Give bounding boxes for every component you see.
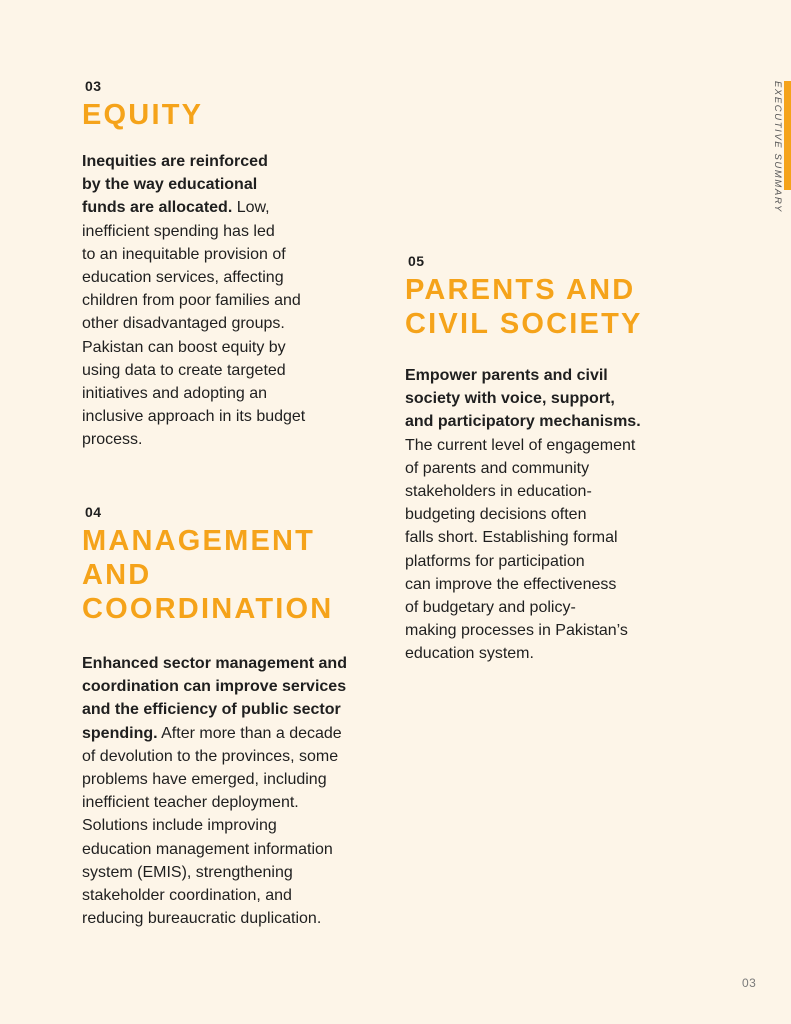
title-line: PARENTS AND <box>405 274 636 306</box>
lead-line: Inequities are reinforced <box>82 153 268 170</box>
title-line: EQUITY <box>82 99 204 131</box>
body-line: of budgetary and policy- <box>405 599 576 617</box>
body-line: making processes in Pakistan’s <box>405 622 628 640</box>
section-equity <box>82 78 342 452</box>
title-line: AND <box>82 559 152 591</box>
lead-line: spending. <box>82 724 158 742</box>
title-line: MANAGEMENT <box>82 525 316 557</box>
lead-line: by the way educational <box>82 176 258 194</box>
body-line: reducing bureaucratic duplication. <box>82 910 322 928</box>
body-line: The current level of engagement <box>405 436 636 454</box>
lead-line-mixed <box>82 722 372 745</box>
body-line: problems have emerged, including <box>82 771 327 789</box>
body-line: other disadvantaged groups. <box>82 315 285 333</box>
lead-line: Empower parents and civil <box>405 367 608 384</box>
body-line: stakeholders in education- <box>405 483 592 501</box>
body-line: Pakistan can boost equity by <box>82 338 286 356</box>
body-line: education services, affecting <box>82 269 284 287</box>
section-title <box>82 524 372 626</box>
body-line: Solutions include improving <box>82 817 277 835</box>
section-number: 05 <box>408 253 425 269</box>
lead-line: Enhanced sector management and <box>82 655 347 672</box>
accent-tab <box>784 81 791 190</box>
section-title <box>82 98 342 132</box>
body-line: of devolution to the provinces, some <box>82 747 339 765</box>
body-line: can improve the effectiveness <box>405 575 617 593</box>
title-line: CIVIL SOCIETY <box>405 308 643 340</box>
body-line: falls short. Establishing formal <box>405 529 618 547</box>
lead-line: and participatory mechanisms. <box>405 413 641 431</box>
section-body <box>82 652 372 930</box>
lead-line: society with voice, support, <box>405 390 615 408</box>
lead-line: funds are allocated. <box>82 199 233 217</box>
lead-line-mixed <box>82 196 342 219</box>
body-line: education management information <box>82 840 333 858</box>
body-line: to an inequitable provision of <box>82 245 286 263</box>
lead-line: coordination can improve services <box>82 678 347 696</box>
section-body <box>82 150 342 452</box>
body-inline: After more than a decade <box>157 724 342 742</box>
page-number: 03 <box>742 976 757 990</box>
body-line: system (EMIS), strengthening <box>82 863 293 881</box>
body-line: platforms for participation <box>405 552 585 570</box>
body-inline: Low, <box>232 199 270 217</box>
section-body <box>405 364 665 666</box>
body-line: inefficient teacher deployment. <box>82 794 299 812</box>
body-line: education system. <box>405 645 534 663</box>
section-number: 04 <box>85 504 102 520</box>
body-line: children from poor families and <box>82 292 301 310</box>
section-title <box>405 273 665 341</box>
body-line: of parents and community <box>405 459 590 477</box>
body-line: initiatives and adopting an <box>82 385 268 403</box>
section-management <box>82 504 372 930</box>
body-line: using data to create targeted <box>82 361 286 379</box>
side-section-label: EXECUTIVE SUMMARY <box>772 81 783 213</box>
body-line: budgeting decisions often <box>405 506 587 524</box>
body-line: process. <box>82 431 143 449</box>
body-line: inefficient spending has led <box>82 222 275 240</box>
lead-line: and the efficiency of public sector <box>82 701 341 719</box>
section-number: 03 <box>85 78 102 94</box>
body-line: inclusive approach in its budget <box>82 408 306 426</box>
body-line: stakeholder coordination, and <box>82 887 292 905</box>
section-parents-civil-society <box>405 253 665 666</box>
title-line: COORDINATION <box>82 593 334 625</box>
